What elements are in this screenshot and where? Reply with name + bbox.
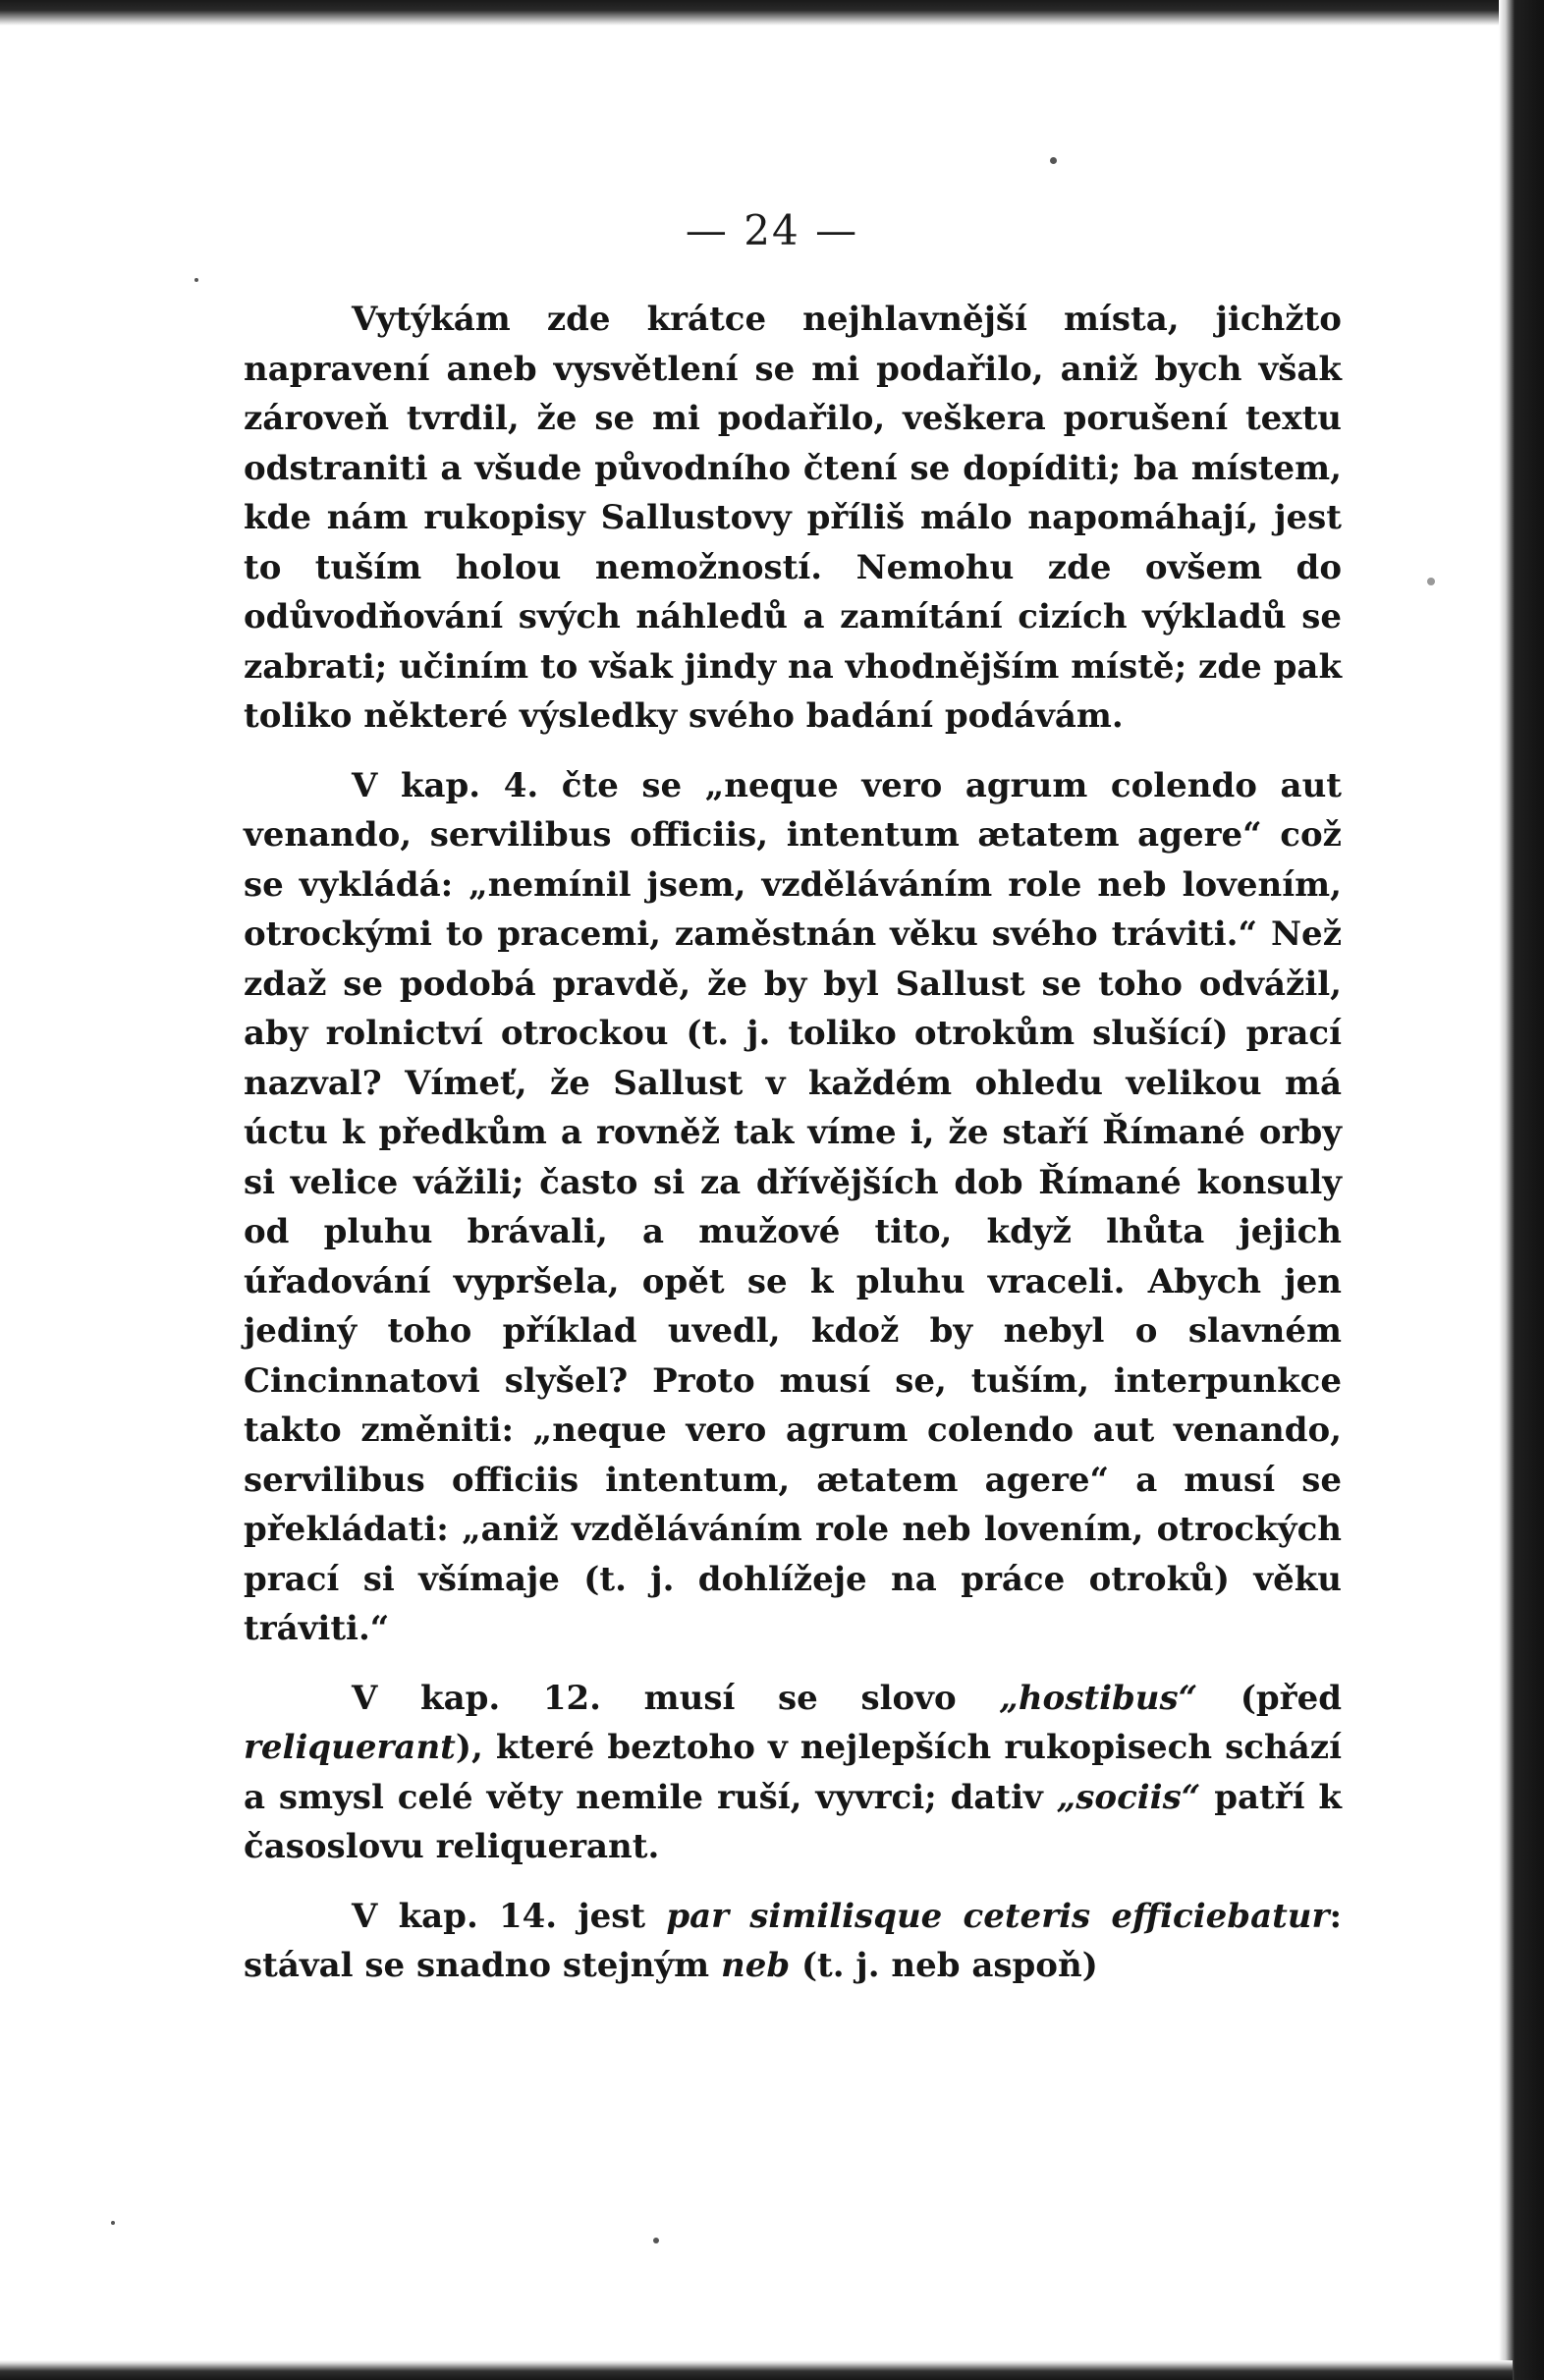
latin-term: „sociis“ [1056, 1777, 1201, 1817]
paragraph-3-text: patří k časoslovu reliquerant. [244, 1777, 1342, 1866]
scan-border-top [0, 0, 1513, 26]
paragraph-4-text: : stával se snadno stejným [244, 1896, 1342, 1985]
dust-speck [194, 278, 198, 282]
paragraph-3-text: V kap. 12. musí se slovo [352, 1678, 1000, 1718]
dust-speck [111, 2221, 115, 2225]
paragraph-1: Vytýkám zde krátce nejhlavnější místa, jichžto napravení aneb vysvětlení se mi podařilo, aniž bych však zároveň tvrdil, že se mi podařilo, veškera porušení textu odstraniti a všude původního čtení se dopíditi; ba místem, kde nám rukopisy Sallustovy příliš málo napomáhají, jest to tuším holou nemožností. Nemohu zde ovšem do odůvodňování svých náhledů a zamítání cizích výkladů se zabrati; učiním to však jindy na vhodnějším místě; zde pak toliko některé výsledky svého badání podávám. [244, 300, 1342, 736]
paragraph-4 [244, 1892, 1342, 1991]
dust-speck [653, 2238, 659, 2243]
paragraph-2: V kap. 4. čte se „neque vero agrum colendo aut venando, servilibus officiis, intentum ætatem agere“ což se vykládá: „nemínil jsem, vzděláváním role neb lovením, otrockými to pracemi, zaměstnán věku svého tráviti.“ Než zdaž se podobá pravdě, že by byl Sallust se toho odvážil, aby rolnictví otrockou (t. j. toliko otrokům slušící) prací nazval? Vímeť, že Sallust v každém ohledu velikou má úctu k předkům a rovněž tak víme i, že staří Římané orby si velice vážili; často si za dřívějších dob Římané konsuly od pluhu brávali, a mužové tito, když lhůta jejich úřadování vypršela, opět se k pluhu vraceli. Abych jen jediný toho příklad uvedl, kdož by nebyl o slavném Cincinnatovi slyšel? Proto musí se, tuším, interpunkce takto změniti: „neque vero agrum colendo aut venando, servilibus officiis intentum, ætatem agere“ a musí se překládati: „aniž vzděláváním role neb lovením, otrockých prací si všímaje (t. j. dohlížeje na práce otroků) věku tráviti.“ [244, 765, 1342, 1648]
scan-border-bottom [0, 2360, 1513, 2380]
latin-term: „hostibus“ [999, 1678, 1198, 1718]
page-number: — 24 — [685, 206, 859, 254]
latin-term: par similisque ceteris efficiebatur [666, 1896, 1330, 1936]
paragraph-4-text: V kap. 14. jest [352, 1896, 667, 1936]
dust-speck [1427, 578, 1435, 585]
body-text [244, 295, 1342, 1991]
scan-border-right [1499, 0, 1544, 2380]
dust-speck [1050, 157, 1057, 164]
paragraph-3-text: (před [1197, 1678, 1343, 1718]
latin-term: reliquerant [244, 1728, 456, 1767]
latin-term: neb [721, 1946, 791, 1985]
paragraph-3-text: ), které beztoho v nejlepších rukopisech schází a smysl celé věty nemile ruší, vyvrci; dativ [244, 1728, 1342, 1817]
paragraph-3 [244, 1674, 1342, 1872]
paragraph-4-text: (t. j. neb aspoň) [790, 1946, 1098, 1985]
